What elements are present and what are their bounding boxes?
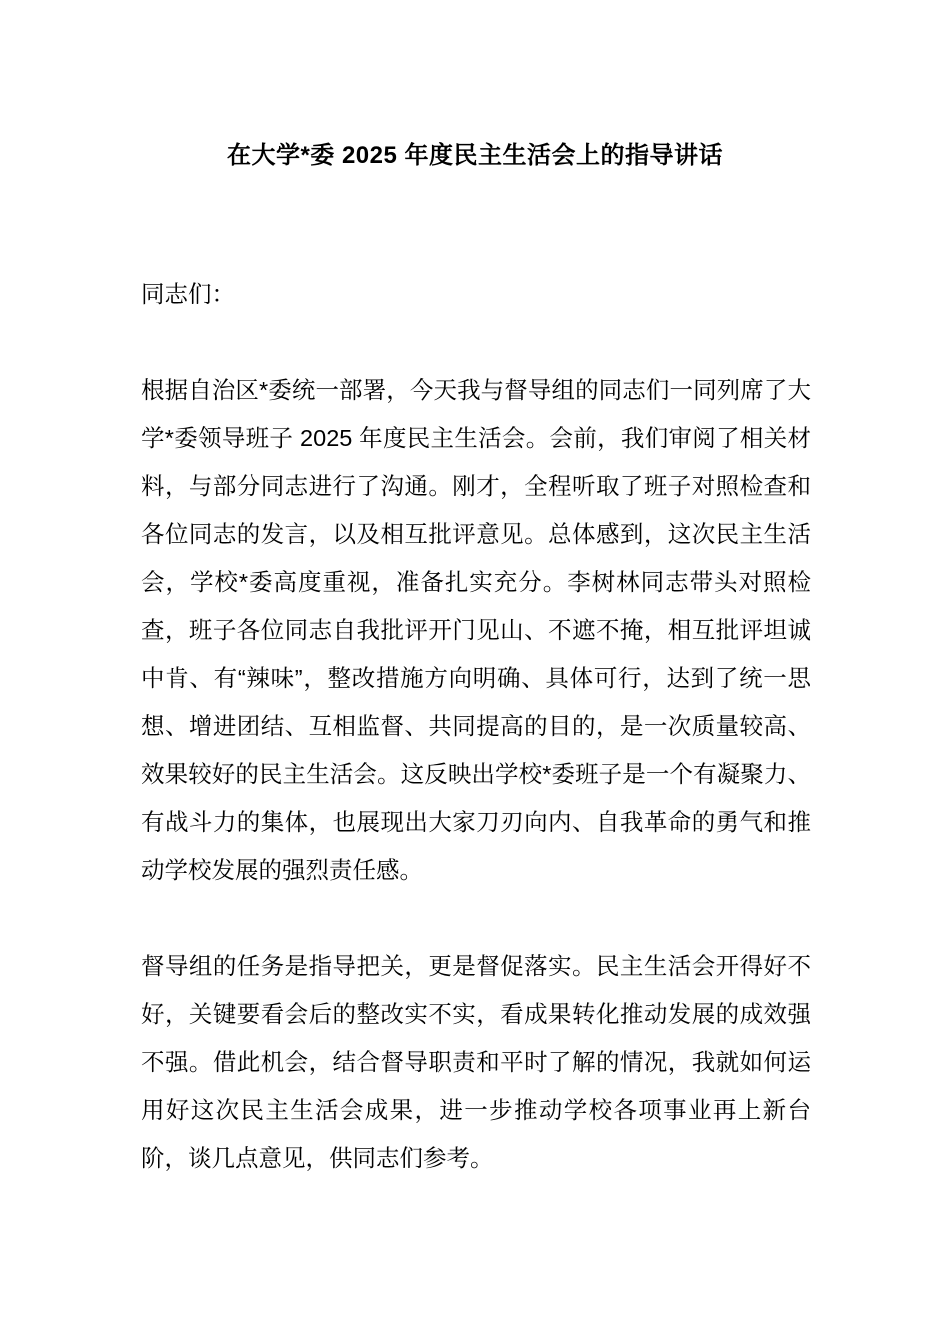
body-paragraph-2: 督导组的任务是指导把关，更是督促落实。民主生活会开得好不好，关键要看会后的整改实不实，看成果转化推动发展的成效强不强。借此机会，结合督导职责和平时了解的情况，我就如何运用好这次民主生活会成果，进一步推动学校各项事业再上新台阶，谈几点意见，供同志们参考。	[141, 953, 811, 1171]
salutation: 同志们：	[141, 281, 235, 307]
document-body	[141, 270, 811, 1182]
body-paragraph-1: 根据自治区*委统一部署，今天我与督导组的同志们一同列席了大学*委领导班子 2025 年度民主生活会。会前，我们审阅了相关材料，与部分同志进行了沟通。刚才，全程听取了班子对照检查和各位同志的发言，以及相互批评意见。总体感到，这次民主生活会，学校*委高度重视，准备扎实充分。李树林同志带头对照检查，班子各位同志自我批评开门见山、不遮不掩，相互批评坦诚中肯、有“辣味”，整改措施方向明确、具体可行，达到了统一思想、增进团结、互相监督、共同提高的目的，是一次质量较高、效果较好的民主生活会。这反映出学校*委班子是一个有凝聚力、有战斗力的集体，也展现出大家刀刃向内、自我革命的勇气和推动学校发展的强烈责任感。	[141, 377, 811, 883]
document-title: 在大学*委 2025 年度民主生活会上的指导讲话	[226, 142, 724, 170]
